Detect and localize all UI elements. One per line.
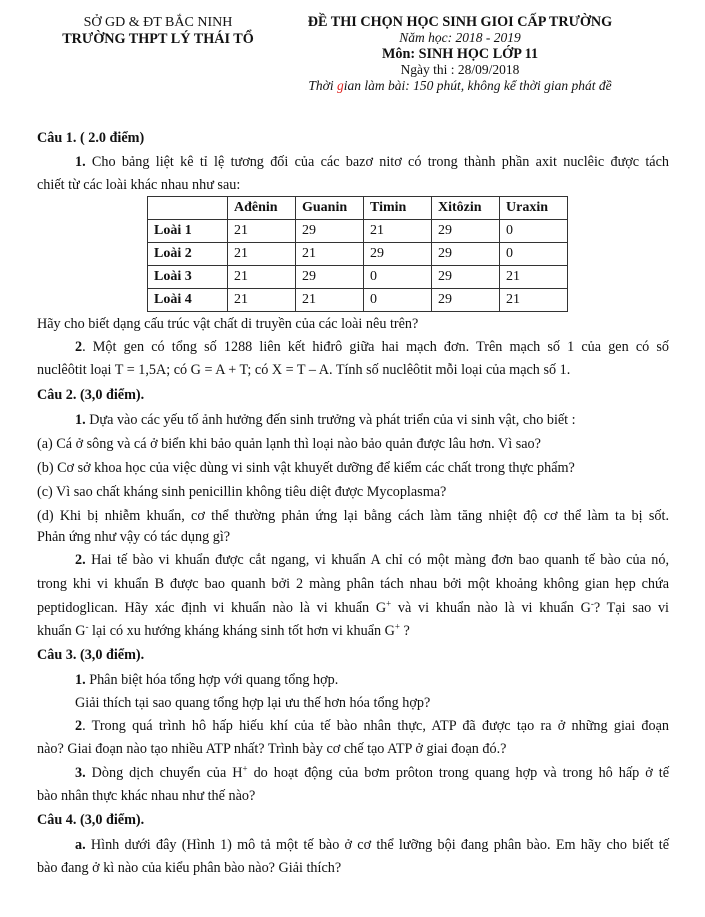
table-cell: 29 [296,220,364,243]
q1-part2-line2: nuclêôtit loại T = 1,5A; có G = A + T; có X = T – A. Tính số nuclêôtit mỗi loại của mạch số 1. [37,362,571,378]
school-year: Năm học: 2018 - 2019 [399,30,521,45]
q2-item-d-line1: (d) Khi bị nhiễm khuẩn, cơ thể thường phản ứng lại bằng cách làm tăng nhiệt độ cơ thể làm ta bị sốt. [37,508,669,524]
table-cell: 21 [296,289,364,312]
table-cell: 29 [432,289,500,312]
table-cell: 21 [228,289,296,312]
q1-part1-line2: chiết từ các loài khác nhau như sau: [37,177,241,193]
table-cell: 0 [500,220,568,243]
q3-part2-line1 [37,718,669,735]
question-2-title: Câu 2. (3,0 điểm). [37,387,145,403]
q2-part2-text: Hai tế bào vi khuẩn được cắt ngang, vi khuẩn A chỉ có một màng đơn bao quanh tế bào của nó, [85,552,669,568]
text-span: khuẩn G [37,623,86,639]
table-header-cell: Timin [364,197,432,220]
table-cell: 21 [228,220,296,243]
q2-part1-intro [37,412,669,429]
row-label: Loài 3 [148,266,228,289]
q3-part3-line1 [37,765,669,782]
q2-part2-line2: trong khi vi khuẩn B được bao quanh bởi 2 màng phân tách nhau bởi một khoảng không gian hẹp chứa [37,576,669,592]
superscript: + [242,763,248,774]
table-cell: 21 [500,266,568,289]
q2-item-b: (b) Cơ sở khoa học của việc dùng vi sinh vật khuyết dưỡng để kiểm các chất trong thực phẩm? [37,460,575,476]
duration-red-letter: g [337,78,344,93]
q2-item-a: (a) Cá ở sông và cá ở biển khi bảo quản lạnh thì loại nào bảo quản được lâu hơn. Vì sao? [37,436,541,452]
school-name: TRƯỜNG THPT LÝ THÁI TỔ [62,31,254,47]
q4-part-a-line2: bào đang ở kì nào của kiểu phân bào nào? Giải thích? [37,860,342,876]
table-header-row [148,197,568,220]
table-cell: 21 [228,243,296,266]
text-span: peptidoglican. Hãy xác định vi khuẩn nào là vi khuẩn G [37,600,387,616]
question-3-title: Câu 3. (3,0 điểm). [37,647,145,663]
q3-part1-number: 1. [75,672,86,688]
q1-part1-line1 [37,154,669,171]
table-header-cell: Guanin [296,197,364,220]
exam-date: Ngày thi : 28/09/2018 [400,62,520,77]
row-label: Loài 1 [148,220,228,243]
q3-part2-number: 2 [75,718,83,734]
q4-part-a-number: a. [75,837,86,853]
subject: Môn: SINH HỌC LỚP 11 [381,46,539,62]
table-row [148,220,568,243]
exam-duration [290,78,630,94]
q4-part-a-line1 [37,837,669,854]
table-header-cell: Xitôzin [432,197,500,220]
superscript: - [590,598,594,609]
table-cell: 29 [296,266,364,289]
text-span: do hoạt động của bơm prôton trong quang hợp và trong hô hấp ở tế [247,765,669,781]
text-span: ? Tại sao vi [593,600,670,616]
q3-part1-text: Phân biệt hóa tổng hợp với quang tổng hợp. [85,672,339,688]
q3-part1-line1 [37,672,669,689]
superscript: + [394,621,400,632]
q3-part3-line2: bào nhân thực khác nhau như thế nào? [37,788,256,804]
text-span: Dòng dịch chuyển của H [85,765,243,781]
q1-part2-text: . Một gen có tổng số 1288 liên kết hiđrô giữa hai mạch đơn. Trên mạch số 1 của gen có số [82,339,669,355]
q2-part1-text: Dựa vào các yếu tố ảnh hưởng đến sinh trưởng và phát triển của vi sinh vật, cho biết : [85,412,576,428]
q3-part1-line2: Giải thích tại sao quang tổng hợp lại ưu thế hơn hóa tổng hợp? [75,695,431,711]
table-header-cell: Uraxin [500,197,568,220]
q4-part-a-text: Hình dưới đây (Hình 1) mô tả một tế bào ở cơ thể lưỡng bội đang phân bào. Em hãy cho biết tế [85,837,669,853]
header-left [38,14,278,48]
table-cell: 29 [364,243,432,266]
department-name: SỞ GD & ĐT BẮC NINH [83,15,233,30]
table-cell: 29 [432,243,500,266]
q2-part2-line1 [37,552,669,569]
text-span: ? [399,623,410,639]
q2-part2-line4 [37,623,669,640]
header-right [290,14,630,94]
table-cell: 0 [500,243,568,266]
q1-part1-text: Cho bảng liệt kê tỉ lệ tương đối của các bazơ nitơ có trong thành phần axit nuclêic được tách [85,154,669,170]
superscript: + [386,598,392,609]
q2-part1-number: 1. [75,412,86,428]
table-cell: 21 [296,243,364,266]
table-row [148,289,568,312]
superscript: - [85,621,89,632]
table-cell: 21 [228,266,296,289]
q2-item-c: (c) Vì sao chất kháng sinh penicillin không tiêu diệt được Mycoplasma? [37,484,447,500]
table-cell: 21 [364,220,432,243]
table-cell: 21 [500,289,568,312]
nitrogen-base-table [147,196,568,312]
q1-part2-number: 2 [75,339,83,355]
table-cell: 29 [432,220,500,243]
q2-item-d-line2: Phản ứng như vậy có tác dụng gì? [37,529,231,545]
row-label: Loài 2 [148,243,228,266]
table-cell: 0 [364,289,432,312]
q3-part2-line2: nào? Giai đoạn nào tạo nhiều ATP nhất? Trình bày cơ chế tạo ATP ở giai đoạn đó.? [37,741,507,757]
question-4-title: Câu 4. (3,0 điểm). [37,812,145,828]
q1-part1-number: 1. [75,154,86,170]
q3-part3-number: 3. [75,765,86,781]
q2-part2-line3 [37,600,669,617]
q1-part2-line1 [37,339,669,356]
exam-title: ĐỀ THI CHỌN HỌC SINH GIOI CẤP TRƯỜNG [307,14,613,30]
table-row [148,266,568,289]
question-1-title: Câu 1. ( 2.0 điểm) [37,130,145,146]
duration-text-start: Thời [308,78,338,93]
table-row [148,243,568,266]
table-header-cell [148,197,228,220]
q3-part2-text: . Trong quá trình hô hấp hiếu khí của tế bào nhân thực, ATP đã được tạo ra ở những giai đoạn [82,718,669,734]
table-header-cell: Ađênin [228,197,296,220]
duration-text-end: ian làm bài: 150 phút, không kể thời gian phát đề [343,78,612,93]
q1-table-question: Hãy cho biết dạng cấu trúc vật chất di truyền của các loài nêu trên? [37,316,419,332]
table-cell: 0 [364,266,432,289]
row-label: Loài 4 [148,289,228,312]
text-span: và vi khuẩn nào là vi khuẩn G [391,600,591,616]
q2-part2-number: 2. [75,552,86,568]
table-cell: 29 [432,266,500,289]
text-span: lại có xu hướng kháng kháng sinh tốt hơn vi khuẩn G [88,623,395,639]
